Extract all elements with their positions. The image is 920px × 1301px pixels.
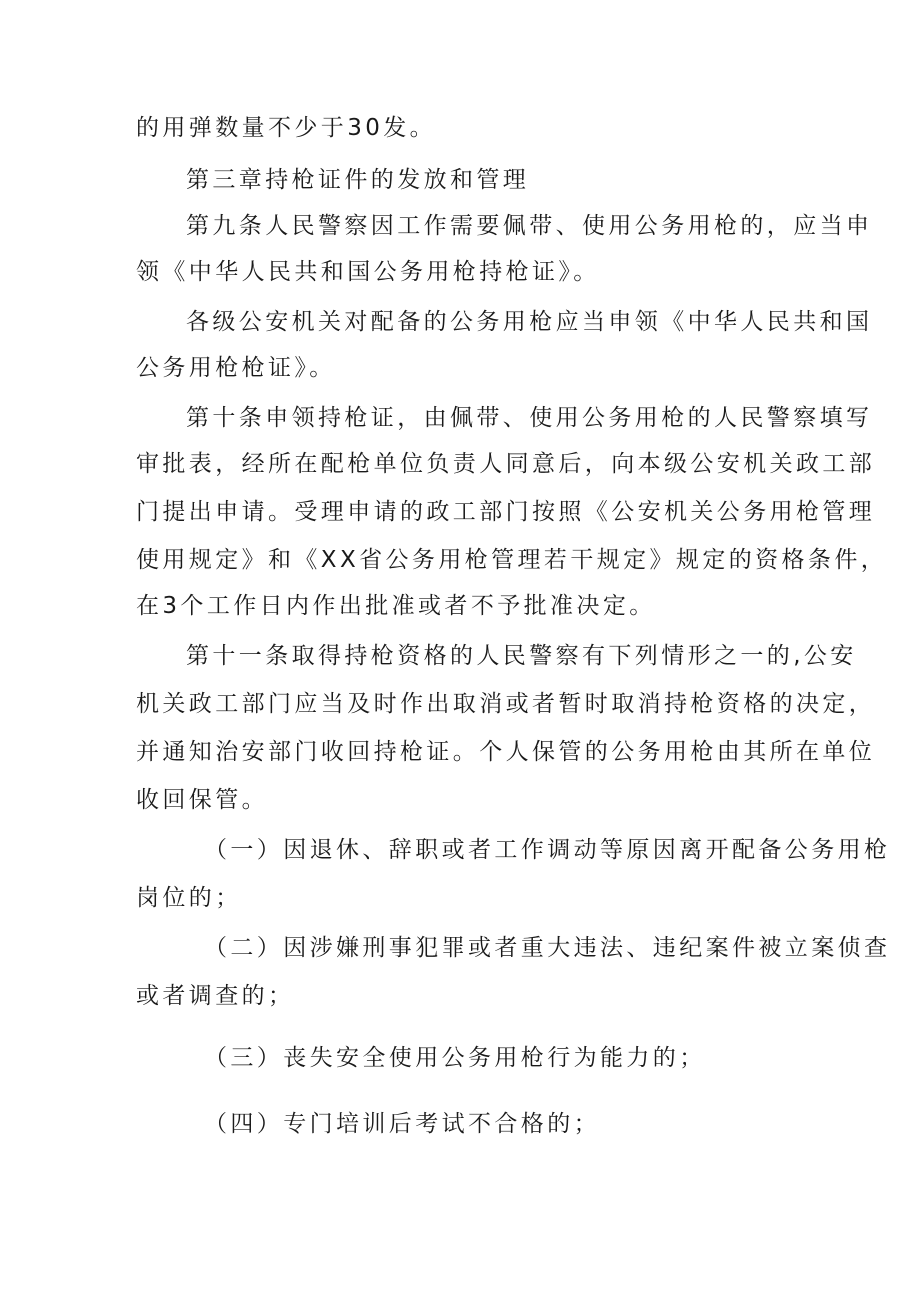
item-3-line: （三）丧失安全使用公务用枪行为能力的； [204,1045,706,1071]
article-9-para-2-line-2: 公务用枪枪证》。 [136,355,336,381]
item-4-line: （四）专门培训后考试不合格的； [204,1111,600,1137]
item-1-line-1: （一）因退休、辞职或者工作调动等原因离开配备公务用枪 [204,837,891,863]
text-line: 的用弹数量不少于30发。 [136,115,437,141]
chapter-heading: 第三章持枪证件的发放和管理 [186,167,530,193]
article-10-line-1: 第十条申领持枪证，由佩带、使用公务用枪的人民警察填写 [186,405,873,431]
article-9-line-1: 第九条人民警察因工作需要佩带、使用公务用枪的，应当申 [186,213,873,239]
article-11-line-2: 机关政工部门应当及时作出取消或者暂时取消持枪资格的决定， [136,691,876,717]
article-9-line-2: 领《中华人民共和国公务用枪持枪证》。 [136,259,600,285]
item-2-line-1: （二）因涉嫌刑事犯罪或者重大违法、违纪案件被立案侦查 [204,935,891,961]
article-11-line-3: 并通知治安部门收回持枪证。个人保管的公务用枪由其所在单位 [136,739,876,765]
item-2-line-2: 或者调查的； [136,983,295,1009]
article-11-line-1: 第十一条取得持枪资格的人民警察有下列情形之一的,公安 [186,643,857,669]
article-10-line-2: 审批表，经所在配枪单位负责人同意后，向本级公安机关政工部 [136,451,876,477]
article-10-line-3: 门提出申请。受理申请的政工部门按照《公安机关公务用枪管理 [136,499,876,525]
article-10-line-5: 在3个工作日内作出批准或者不予批准决定。 [136,593,656,619]
article-9-para-2-line-1: 各级公安机关对配备的公务用枪应当申领《中华人民共和国 [186,309,873,335]
item-1-line-2: 岗位的； [136,885,242,911]
article-10-line-4: 使用规定》和《XX省公务用枪管理若干规定》规定的资格条件， [136,547,888,573]
article-11-line-4: 收回保管。 [136,787,268,813]
